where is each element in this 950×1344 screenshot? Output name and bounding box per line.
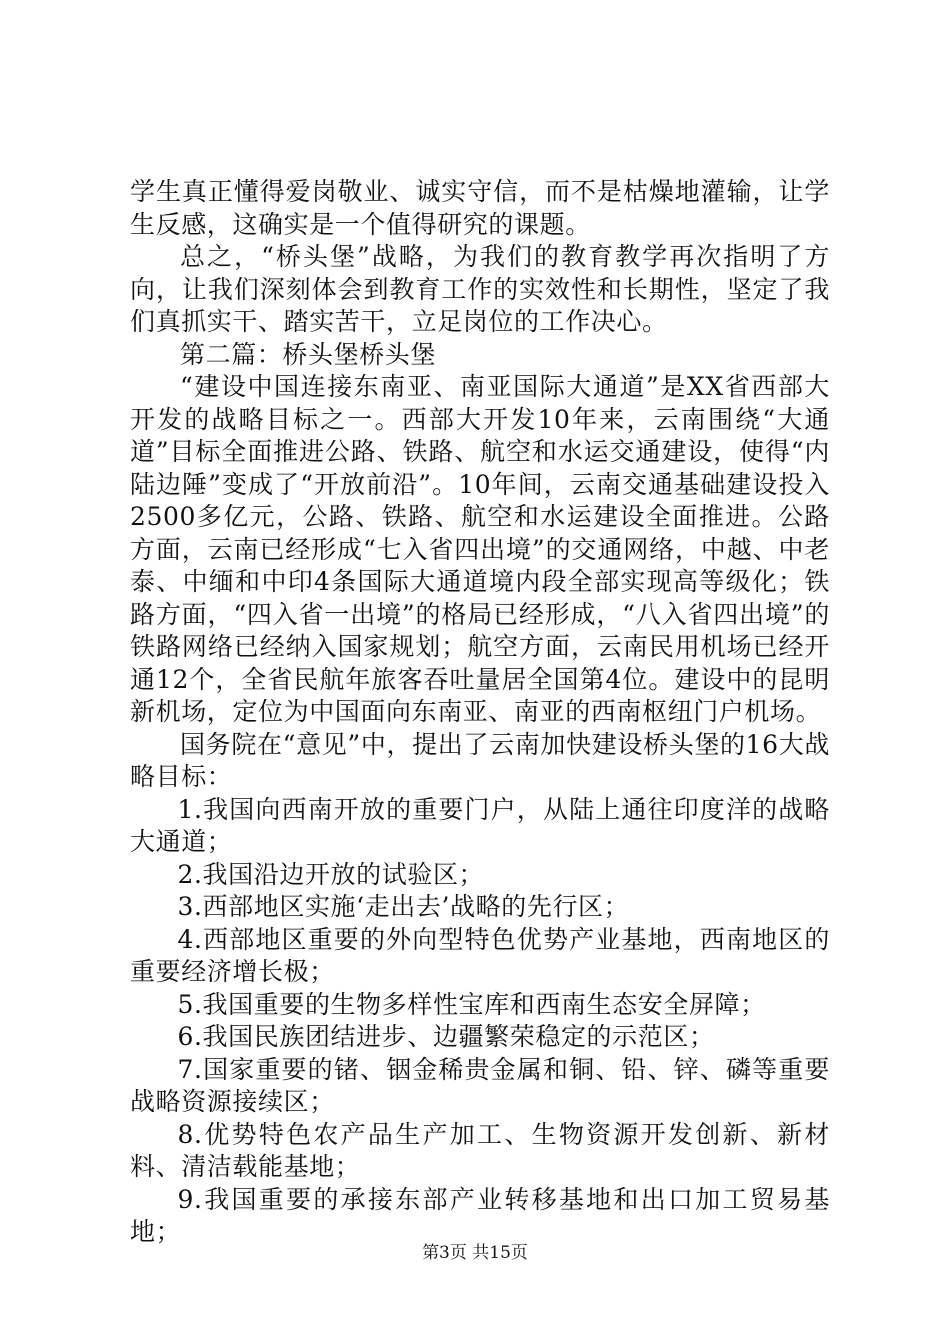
paragraph-background: “建设中国连接东南亚、南亚国际大通道”是XX省西部大开发的战略目标之一。西部大开发10年来，云南围绕“大通道”目标全面推进公路、铁路、航空和水运交通建设，使得“内陆边陲”变成了“开放前沿”。10年间，云南交通基础建设投入2500多亿元，公路、铁路、航空和水运建设全面推进。公路方面，云南已经形成“七入省四出境”的交通网络，中越、中老泰、中缅和中印4条国际大通道境内段全部实现高等级化；铁路方面，“四入省一出境”的格局已经形成，“八入省四出境”的铁路网络已经纳入国家规划；航空方面，云南民用机场已经开通12个，全省民航年旅客吞吐量居全国第4位。建设中的昆明新机场，定位为中国面向东南亚、南亚的西南枢纽门户机场。 xyxy=(130,372,830,726)
list-item-goal-9: 9.我国重要的承接东部产业转移基地和出口加工贸易基地； xyxy=(130,1184,830,1246)
paragraph-continuation: 学生真正懂得爱岗敬业、诚实守信，而不是枯燥地灌输，让学生反感，这确实是一个值得研究的课题。 xyxy=(130,177,830,239)
list-item-goal-1: 1.我国向西南开放的重要门户，从陆上通往印度洋的战略大通道； xyxy=(130,794,830,856)
list-item-goal-3: 3.西部地区实施‘走出去’战略的先行区； xyxy=(177,892,630,921)
page-footer xyxy=(0,1243,950,1263)
section-heading: 第二篇：桥头堡桥头堡 xyxy=(180,339,437,369)
paragraph-summary: 总之，“桥头堡”战略，为我们的教育教学再次指明了方向，让我们深刻体会到教育工作的实效性和长期性，坚定了我们真抓实干、踏实苦干，立足岗位的工作决心。 xyxy=(130,242,830,336)
list-item-goal-7: 7.国家重要的锗、铟金稀贵金属和铜、铅、锌、磷等重要战略资源接续区； xyxy=(130,1054,830,1116)
page-number: 第3页 共15页 xyxy=(422,1243,528,1263)
list-item-goal-5: 5.我国重要的生物多样性宝库和西南生态安全屏障； xyxy=(177,989,766,1019)
list-item-goal-2: 2.我国沿边开放的试验区； xyxy=(177,859,485,889)
paragraph-goals-intro: 国务院在“意见”中，提出了云南加快建设桥头堡的16大战略目标： xyxy=(130,729,830,791)
document-body xyxy=(130,176,830,1249)
list-item-goal-4: 4.西部地区重要的外向型特色优势产业基地，西南地区的重要经济增长极； xyxy=(130,924,830,986)
list-item-goal-6: 6.我国民族团结进步、边疆繁荣稳定的示范区； xyxy=(177,1022,715,1051)
list-item-goal-8: 8.优势特色农产品生产加工、生物资源开发创新、新材料、清洁载能基地； xyxy=(130,1119,830,1181)
